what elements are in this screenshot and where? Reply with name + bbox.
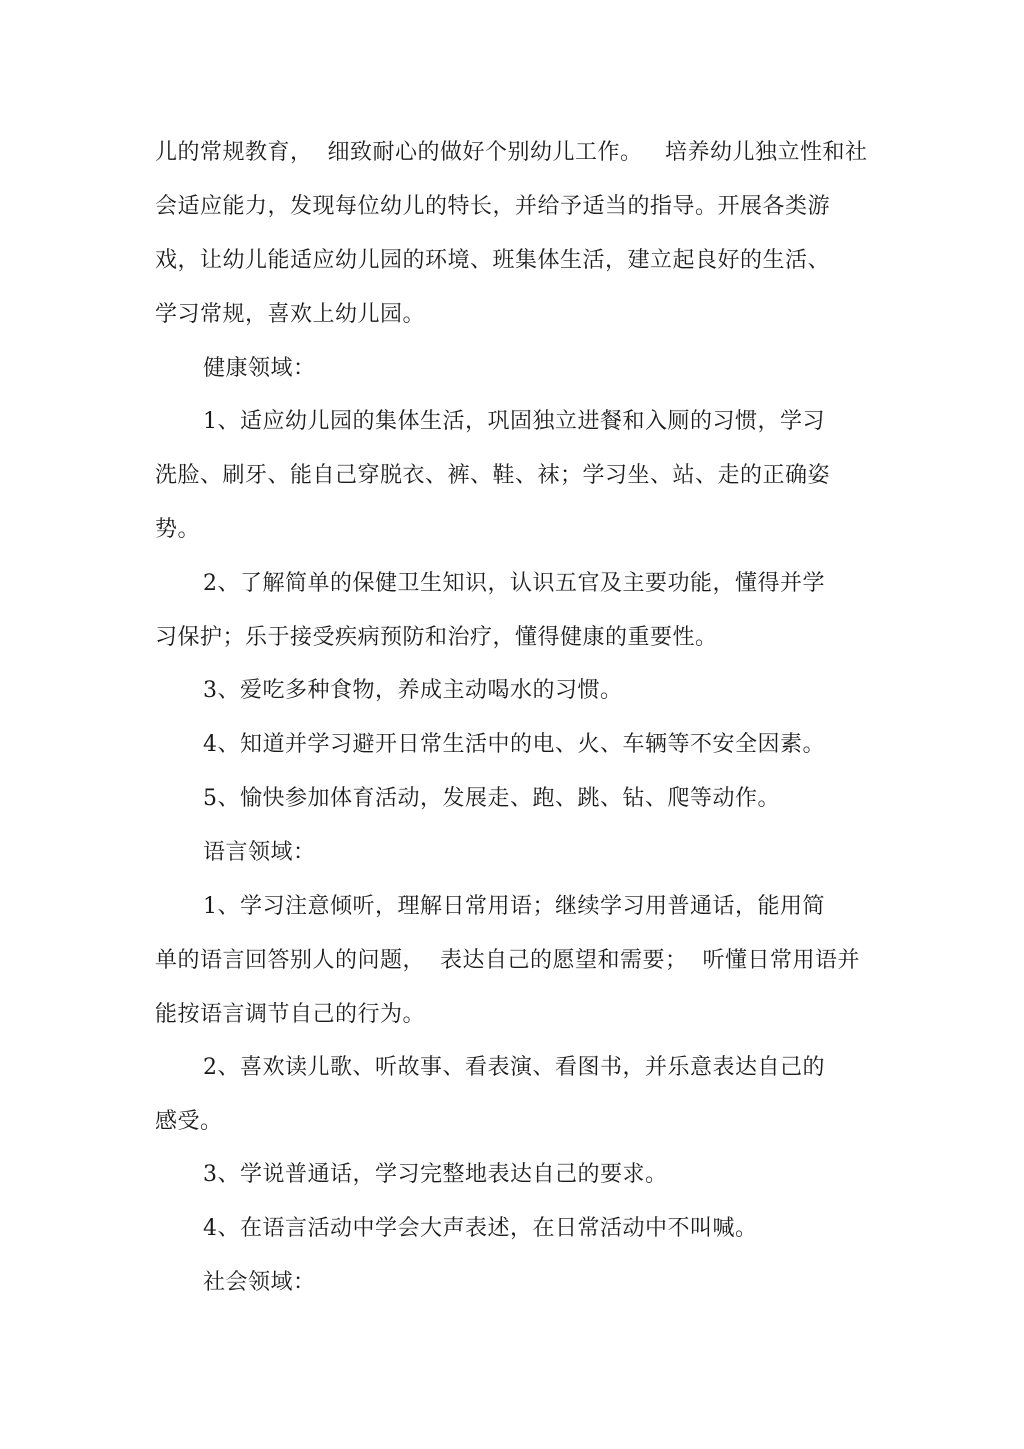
- paragraph-line: 能按语言调节自己的行为。: [155, 1002, 426, 1027]
- paragraph-line: 1、适应幼儿园的集体生活，巩固独立进餐和入厕的习惯，学习: [203, 409, 825, 434]
- language-item-3: [155, 1148, 875, 1202]
- intro-paragraph: [155, 126, 875, 342]
- paragraph-line: 感受。: [155, 1109, 223, 1134]
- paragraph-line: 儿的常规教育， 细致耐心的做好个别幼儿工作。 培养幼儿独立性和社: [155, 140, 868, 165]
- language-item-1: [155, 880, 875, 1042]
- paragraph-line: 5、愉快参加体育活动，发展走、跑、跳、钻、爬等动作。: [203, 786, 780, 811]
- paragraph-line: 势。: [155, 517, 201, 542]
- paragraph-line: 4、知道并学习避开日常生活中的电、火、车辆等不安全因素。: [203, 732, 825, 757]
- paragraph-line: 3、学说普通话，学习完整地表达自己的要求。: [203, 1162, 668, 1187]
- paragraph-line: 1、学习注意倾听，理解日常用语；继续学习用普通话，能用简: [203, 894, 825, 919]
- paragraph-line: 2、了解简单的保健卫生知识，认识五官及主要功能，懂得并学: [203, 571, 825, 596]
- paragraph-line: 4、在语言活动中学会大声表述，在日常活动中不叫喊。: [203, 1216, 758, 1241]
- paragraph-line: 洗脸、刷牙、能自己穿脱衣、裤、鞋、袜；学习坐、站、走的正确姿: [155, 463, 831, 488]
- health-heading: 健康领域：: [203, 356, 316, 381]
- language-item-2: [155, 1041, 875, 1149]
- paragraph-line: 学习常规，喜欢上幼儿园。: [155, 302, 426, 327]
- language-item-4: [155, 1202, 875, 1256]
- paragraph-line: 3、爱吃多种食物，养成主动喝水的习惯。: [203, 678, 623, 703]
- social-heading: 社会领域：: [203, 1270, 316, 1295]
- health-item-2: [155, 557, 875, 665]
- health-item-5: [155, 772, 875, 826]
- language-heading: 语言领域：: [203, 840, 316, 865]
- health-item-4: [155, 718, 875, 772]
- health-item-3: [155, 664, 875, 718]
- paragraph-line: 会适应能力，发现每位幼儿的特长，并给予适当的指导。开展各类游: [155, 194, 831, 219]
- health-item-1: [155, 395, 875, 557]
- paragraph-line: 戏，让幼儿能适应幼儿园的环境、班集体生活，建立起良好的生活、: [155, 248, 831, 273]
- paragraph-line: 习保护；乐于接受疾病预防和治疗，懂得健康的重要性。: [155, 625, 718, 650]
- paragraph-line: 单的语言回答别人的问题， 表达自己的愿望和需要； 听懂日常用语并: [155, 948, 860, 973]
- paragraph-line: 2、喜欢读儿歌、听故事、看表演、看图书，并乐意表达自己的: [203, 1055, 825, 1080]
